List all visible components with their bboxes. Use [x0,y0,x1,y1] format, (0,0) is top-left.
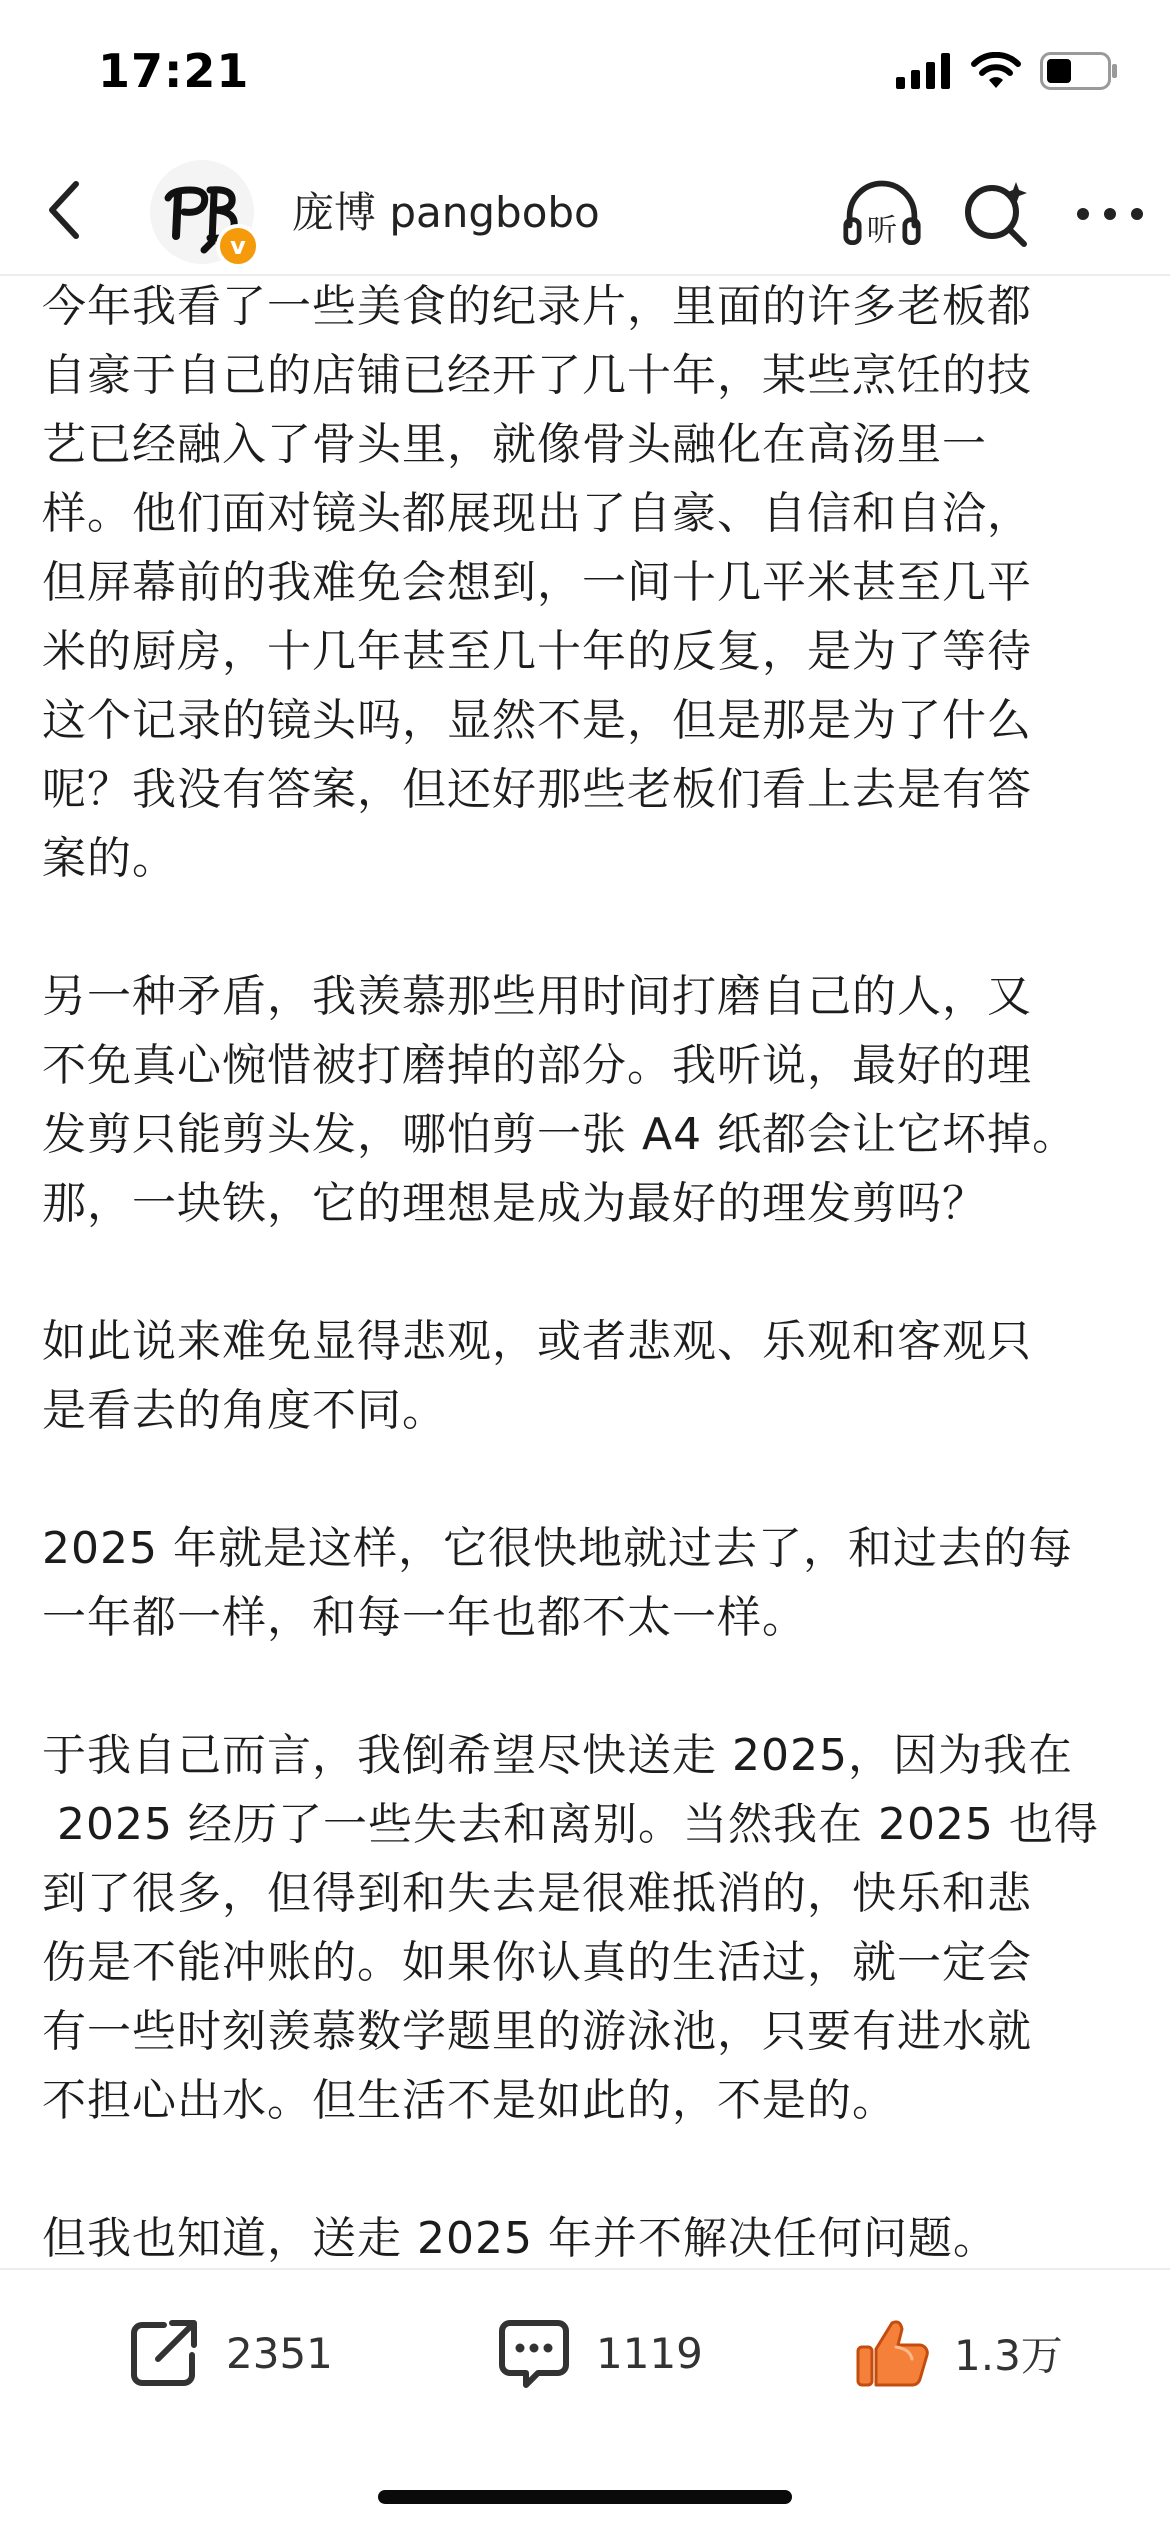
share-button[interactable] [124,2308,333,2398]
more-button[interactable] [1070,174,1150,254]
chevron-left-icon [44,180,84,240]
listen-button[interactable] [842,174,922,254]
status-bar [0,0,1170,150]
search-sparkle-icon [960,178,1032,250]
wifi-icon [970,52,1022,90]
home-indicator[interactable] [378,2490,792,2504]
search-button[interactable] [956,174,1036,254]
battery-icon [1040,52,1118,90]
share-icon [124,2313,204,2393]
article-paragraph: 但我也知道，送走 2025 年并不解决任何问题。 [42,2213,998,2262]
headphones-listen-icon [842,178,922,250]
share-count: 2351 [226,2328,333,2378]
more-dots-icon [1075,204,1145,224]
avatar[interactable] [150,160,254,264]
comment-icon [494,2313,574,2393]
article-paragraph: 今年我看了一些美食的纪录片，里面的许多老板都 自豪于自己的店铺已经开了几十年，某些烹饪的技 艺已经融入了骨头里，就像骨头融化在高汤里一 样。他们面对镜头都展现出了自豪、自信和自洽， 但屏幕前的我难免会想到，一间十几平米甚至几平 米的厨房，十几年甚至几十年的反复，是为了等待 这个记录的镜头吗，显然不是，但是那是为了什么 呢？我没有答案，但还好那些老板们看上去是有答 案的。 [42,281,1032,884]
nav-bar [0,150,1170,276]
user-name[interactable]: 庞博 pangbobo [292,188,600,237]
back-button[interactable] [28,174,100,246]
cellular-signal-icon [896,53,952,89]
article-paragraph: 2025 年就是这样，它很快地就过去了，和过去的每 一年都一样，和每一年也都不太一样。 [42,1523,1073,1643]
like-count: 1.3万 [954,2331,1063,2380]
listen-label: 听 [866,213,898,249]
comment-button[interactable] [494,2308,703,2398]
comment-count: 1119 [596,2328,703,2378]
status-icons [896,52,1118,90]
nav-actions [842,174,1150,254]
article-body [42,272,1142,2262]
verified-badge: v [216,224,260,268]
like-button[interactable] [852,2308,1063,2398]
thumbs-up-icon [852,2313,932,2393]
article-paragraph: 另一种矛盾，我羡慕那些用时间打磨自己的人，又 不免真心惋惜被打磨掉的部分。我听说，最好的理 发剪只能剪头发，哪怕剪一张 A4 纸都会让它坏掉。 那，一块铁，它的理想是成为最好的理发剪吗？ [42,971,1078,1229]
article-paragraph: 如此说来难免显得悲观，或者悲观、乐观和客观只 是看去的角度不同。 [42,1316,1032,1436]
status-time: 17:21 [98,44,250,98]
article-paragraph: 于我自己而言，我倒希望尽快送走 2025，因为我在 2025 经历了一些失去和离别。当然我在 2025 也得 到了很多，但得到和失去是很难抵消的，快乐和悲 伤是不能冲账的。如果你认真的生活过，就一定会 有一些时刻羡慕数学题里的游泳池，只要有进水就 不担心出水。但生活不是如此的，不是的。 [42,1730,1099,2126]
